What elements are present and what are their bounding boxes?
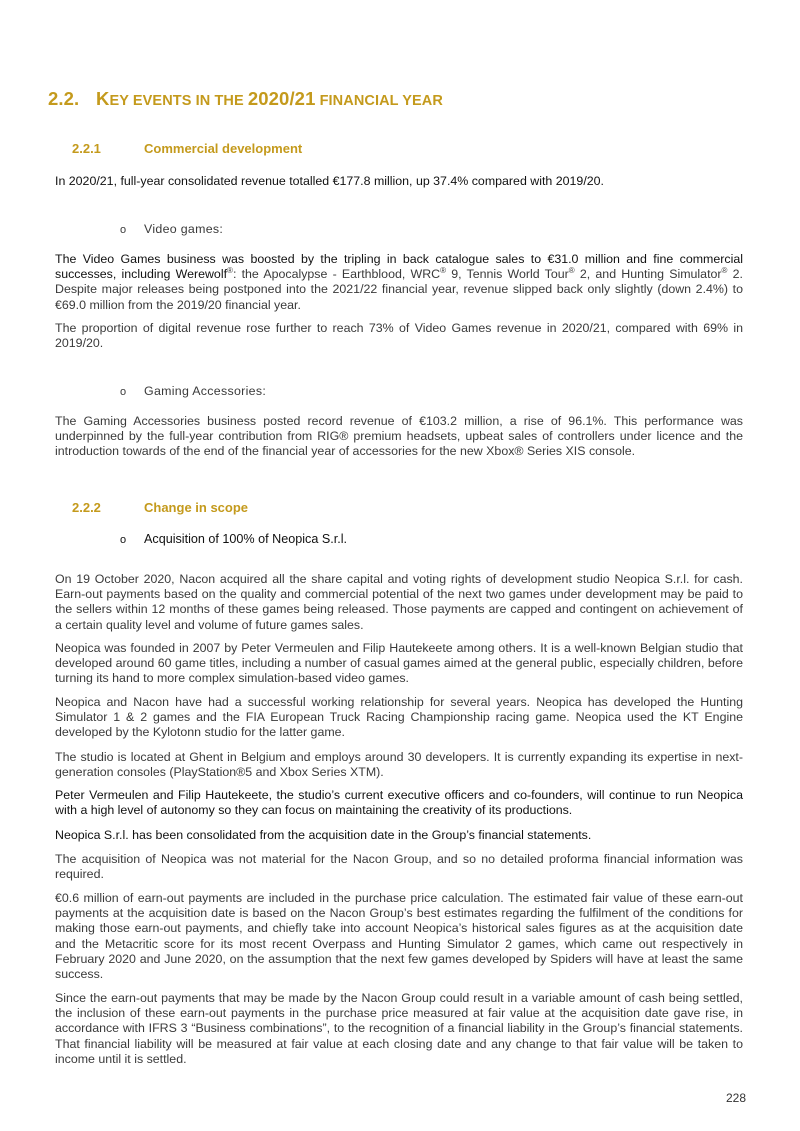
- bullet-gaming-accessories: [120, 384, 266, 398]
- subsection-title: Change in scope: [144, 500, 249, 515]
- section-number: 2.2.: [48, 88, 80, 109]
- accessories-paragraph: The Gaming Accessories business posted record revenue of €103.2 million, a rise of 96.1%. This performance was underpinned by the full-year contribution from RIG® premium headsets, upbeat sales of controllers under licence and the introduction towards of the end of the financial year of accessories for the new Xbox® Series XIS console.: [55, 414, 743, 459]
- management-paragraph: Peter Vermeulen and Filip Hautekeete, the studio’s current executive officers and co-founders, will continue to run Neopica with a high level of autonomy so they can focus on maintaining the creativity of its productions.: [55, 788, 743, 818]
- acquisition-paragraph: On 19 October 2020, Nacon acquired all the share capital and voting rights of development studio Neopica S.r.l. for cash. Earn-out payments based on the quality and commercial potential of the next two games under development may be paid to the sellers within 12 months of these games being released. Those payments are capped and contingent on achievement of a certain quality level and volume of future games sales.: [55, 572, 743, 632]
- section-title-end: FINANCIAL YEAR: [315, 93, 443, 109]
- section-title-initial: K: [96, 88, 110, 109]
- subsection-heading-scope: [72, 500, 248, 515]
- bullet-label: Gaming Accessories:: [144, 384, 267, 398]
- financial-liability-paragraph: Since the earn-out payments that may be made by the Nacon Group could result in a variable amount of cash being settled, the inclusion of these earn-out payments in the purchase price measured at fair value at the acquisition date gave rise, in accordance with IFRS 3 “Business combinations”, to the recognition of a financial liability in the Group’s financial statements. That financial liability will be measured at fair value at each closing date and any change to that fair value will be taken to income until it is settled.: [55, 991, 743, 1066]
- relationship-paragraph: Neopica and Nacon have had a successful working relationship for several years. Neopica has developed the Hunting Simulator 1 & 2 games and the FIA European Truck Racing Championship racing game. Neopica used the KT Engine developed by the Kylotonn studio for the latter game.: [55, 695, 743, 740]
- subsection-heading-commercial: [72, 141, 302, 156]
- section-title-year: 2020/21: [247, 88, 316, 109]
- bullet-mark: o: [120, 386, 127, 398]
- consolidation-paragraph: Neopica S.r.l. has been consolidated from the acquisition date in the Group’s financial statements.: [55, 828, 592, 842]
- materiality-paragraph: The acquisition of Neopica was not material for the Nacon Group, and so no detailed proforma financial information was required.: [55, 852, 743, 882]
- bullet-acquisition: [120, 532, 347, 546]
- video-games-paragraph: The Video Games business was boosted by the tripling in back catalogue sales to €31.0 million and fine commercial successes, including Werewolf®: the Apocalypse - Earthblood, WRC® 9, Tennis World Tour® 2, and Hunting Simulator® 2. Despite major releases being postponed into the 2021/22 financial year, revenue slipped back only slightly (down 2.4%) to €69.0 million from the 2019/20 financial year.: [55, 252, 743, 312]
- subsection-number: 2.2.1: [72, 141, 101, 156]
- studio-location-paragraph: The studio is located at Ghent in Belgium and employs around 30 developers. It is currently expanding its expertise in next-generation consoles (PlayStation®5 and Xbox Series XTM).: [55, 750, 743, 780]
- page-number: 228: [725, 1091, 746, 1105]
- bullet-label: Video games:: [144, 222, 224, 236]
- section-heading: [48, 88, 443, 110]
- neopica-founding-paragraph: Neopica was founded in 2007 by Peter Vermeulen and Filip Hautekeete among others. It is a well-known Belgian studio that developed around 60 game titles, including a number of casual games aimed at the general public, especially children, before turning its hand to more complex simulation-based video games.: [55, 641, 743, 686]
- subsection-number: 2.2.2: [72, 500, 101, 515]
- subsection-title: Commercial development: [144, 141, 303, 156]
- intro-paragraph: In 2020/21, full-year consolidated revenue totalled €177.8 million, up 37.4% compared with 2019/20.: [55, 174, 604, 188]
- bullet-mark: o: [120, 224, 127, 236]
- bullet-video-games: [120, 222, 223, 236]
- bullet-label: Acquisition of 100% of Neopica S.r.l.: [144, 532, 348, 546]
- earn-out-paragraph: €0.6 million of earn-out payments are included in the purchase price calculation. The estimated fair value of these earn-out payments at the acquisition date is based on the Nacon Group’s best estimates regarding the fulfilment of the conditions for making those earn-out payments, and chiefly take into account Neopica’s historical sales figures as at the acquisition date and the Metacritic score for its most recent Overpass and Hunting Simulator 2 games, which came out respectively in February 2020 and June 2020, on the assumption that the next few games developed by Spiders will have at least the same success.: [55, 891, 743, 982]
- bullet-mark: o: [120, 534, 127, 546]
- digital-revenue-paragraph: The proportion of digital revenue rose further to reach 73% of Video Games revenue in 2020/21, compared with 69% in 2019/20.: [55, 321, 743, 351]
- section-title-rest: EY EVENTS IN THE: [109, 93, 248, 109]
